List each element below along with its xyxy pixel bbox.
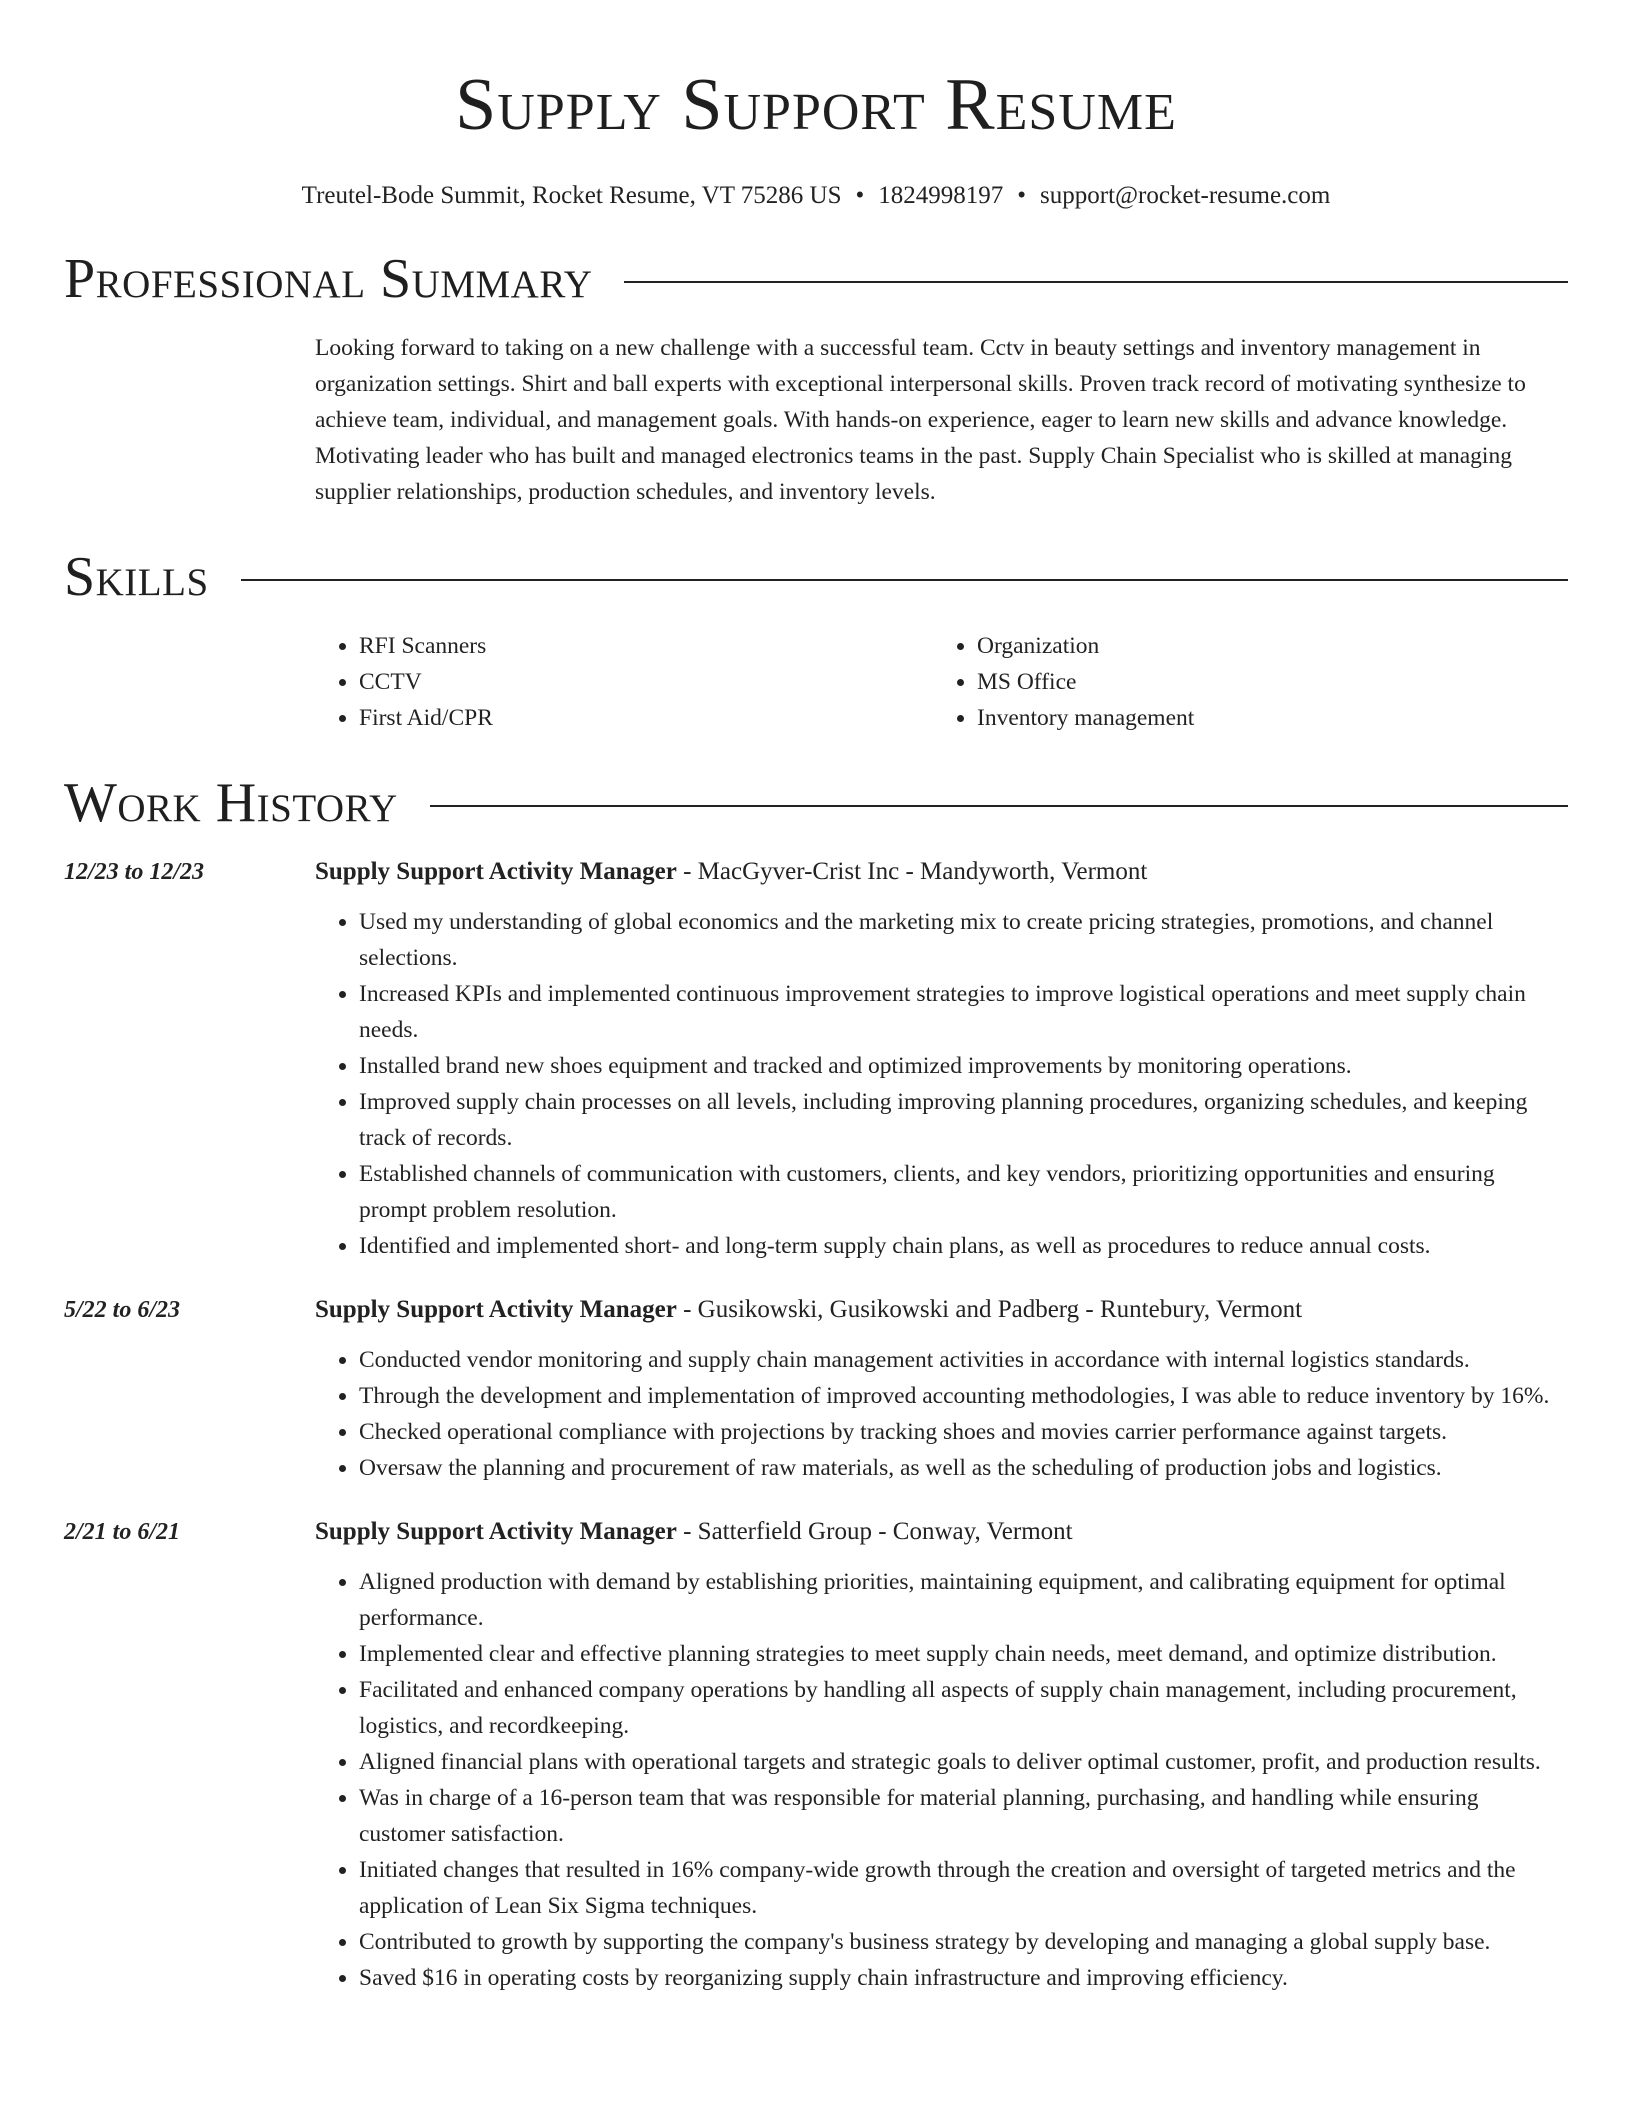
job-role: Supply Support Activity Manager	[315, 858, 677, 885]
job-bullet: • Saved $16 in operating costs by reorganizing supply chain infrastructure and improving efficiency.	[359, 1960, 1568, 1996]
work-section-header	[64, 770, 1568, 836]
skill-item: • Inventory management	[977, 700, 1551, 736]
job-role: Supply Support Activity Manager	[315, 1296, 677, 1323]
job-bullet: • Checked operational compliance with projections by tracking shoes and movies carrier performance against targets.	[359, 1414, 1568, 1450]
job-bullet: • Aligned production with demand by establishing priorities, maintaining equipment, and calibrating equipment for optimal performance.	[359, 1564, 1568, 1636]
job-bullet: • Improved supply chain processes on all levels, including improving planning procedures, organizing schedules, and keeping track of records.	[359, 1084, 1568, 1156]
skills-heading: Skills	[64, 546, 209, 608]
job-entry	[64, 854, 1568, 1264]
job-bullet: • Conducted vendor monitoring and supply chain management activities in accordance with internal logistics standards.	[359, 1342, 1568, 1378]
contact-separator: •	[855, 182, 865, 209]
skill-item: • Organization	[977, 628, 1551, 664]
job-company: - Gusikowski, Gusikowski and Padberg - Runtebury, Vermont	[676, 1296, 1303, 1323]
section-divider	[624, 281, 1568, 283]
job-bullets	[315, 1342, 1568, 1486]
job-body	[315, 1514, 1568, 1996]
job-bullet: • Aligned financial plans with operational targets and strategic goals to deliver optimal customer, profit, and production results.	[359, 1744, 1568, 1780]
job-bullet: • Through the development and implementation of improved accounting methodologies, I was able to reduce inventory by 16%.	[359, 1378, 1568, 1414]
summary-section-header	[64, 246, 1568, 312]
job-body	[315, 854, 1568, 1264]
section-divider	[241, 579, 1568, 581]
summary-text: Looking forward to taking on a new challenge with a successful team. Cctv in beauty settings and inventory management in organization settings. Shirt and ball experts with exceptional interpersonal skills. Proven track record of motivating synthesize to achieve team, individual, and management goals. With hands-on experience, eager to learn new skills and advance knowledge. Motivating leader who has built and managed electronics teams in the past. Supply Chain Specialist who is skilled at managing supplier relationships, production schedules, and inventory levels.	[315, 335, 1526, 505]
job-headline	[315, 1292, 1568, 1328]
job-bullets	[315, 904, 1568, 1264]
job-bullet: • Used my understanding of global economics and the marketing mix to create pricing strategies, promotions, and channel selections.	[359, 904, 1568, 976]
job-company: - MacGyver-Crist Inc - Mandyworth, Vermont	[676, 858, 1148, 885]
job-bullet: • Contributed to growth by supporting the company's business strategy by developing and managing a global supply base.	[359, 1924, 1568, 1960]
job-body	[315, 1292, 1568, 1486]
skills-section-header	[64, 544, 1568, 610]
skills-column-left	[315, 628, 933, 736]
job-company: - Satterfield Group - Conway, Vermont	[676, 1518, 1073, 1545]
job-bullets	[315, 1564, 1568, 1996]
contact-phone: 1824998197	[878, 182, 1004, 209]
job-bullet: • Facilitated and enhanced company operations by handling all aspects of supply chain management, including procurement, logistics, and recordkeeping.	[359, 1672, 1568, 1744]
section-divider	[430, 805, 1568, 807]
job-entry	[64, 1292, 1568, 1486]
skill-item: • CCTV	[359, 664, 933, 700]
skill-item: • First Aid/CPR	[359, 700, 933, 736]
job-bullet: • Established channels of communication with customers, clients, and key vendors, prioritizing opportunities and ensuring prompt problem resolution.	[359, 1156, 1568, 1228]
job-bullet: • Implemented clear and effective planning strategies to meet supply chain needs, meet demand, and optimize distribution.	[359, 1636, 1568, 1672]
summary-heading: Professional Summary	[64, 248, 593, 310]
job-bullet: • Increased KPIs and implemented continuous improvement strategies to improve logistical operations and meet supply chain needs.	[359, 976, 1568, 1048]
skills-column-right	[933, 628, 1551, 736]
skill-item: • RFI Scanners	[359, 628, 933, 664]
job-dates: 5/22 to 6/23	[64, 1297, 181, 1323]
job-role: Supply Support Activity Manager	[315, 1518, 677, 1545]
job-dates: 2/21 to 6/21	[64, 1519, 181, 1545]
job-bullet: • Was in charge of a 16-person team that was responsible for material planning, purchasing, and handling while ensuring customer satisfaction.	[359, 1780, 1568, 1852]
job-headline	[315, 1514, 1568, 1550]
job-dates: 12/23 to 12/23	[64, 859, 205, 885]
job-bullet: • Installed brand new shoes equipment and tracked and optimized improvements by monitoring operations.	[359, 1048, 1568, 1084]
work-heading: Work History	[64, 772, 398, 834]
skill-item: • MS Office	[977, 664, 1551, 700]
job-bullet: • Initiated changes that resulted in 16% company-wide growth through the creation and oversight of targeted metrics and the application of Lean Six Sigma techniques.	[359, 1852, 1568, 1924]
contact-address: Treutel-Bode Summit, Rocket Resume, VT 75286 US	[301, 182, 842, 209]
job-headline	[315, 854, 1568, 890]
job-bullet: • Identified and implemented short- and long-term supply chain plans, as well as procedures to reduce annual costs.	[359, 1228, 1568, 1264]
skills-list	[315, 628, 1568, 736]
contact-separator: •	[1017, 182, 1027, 209]
job-bullet: • Oversaw the planning and procurement of raw materials, as well as the scheduling of production jobs and logistics.	[359, 1450, 1568, 1486]
job-entry	[64, 1514, 1568, 1996]
contact-email: support@rocket-resume.com	[1040, 182, 1331, 209]
contact-line	[64, 180, 1568, 212]
resume-title: Supply Support Resume	[455, 64, 1177, 146]
